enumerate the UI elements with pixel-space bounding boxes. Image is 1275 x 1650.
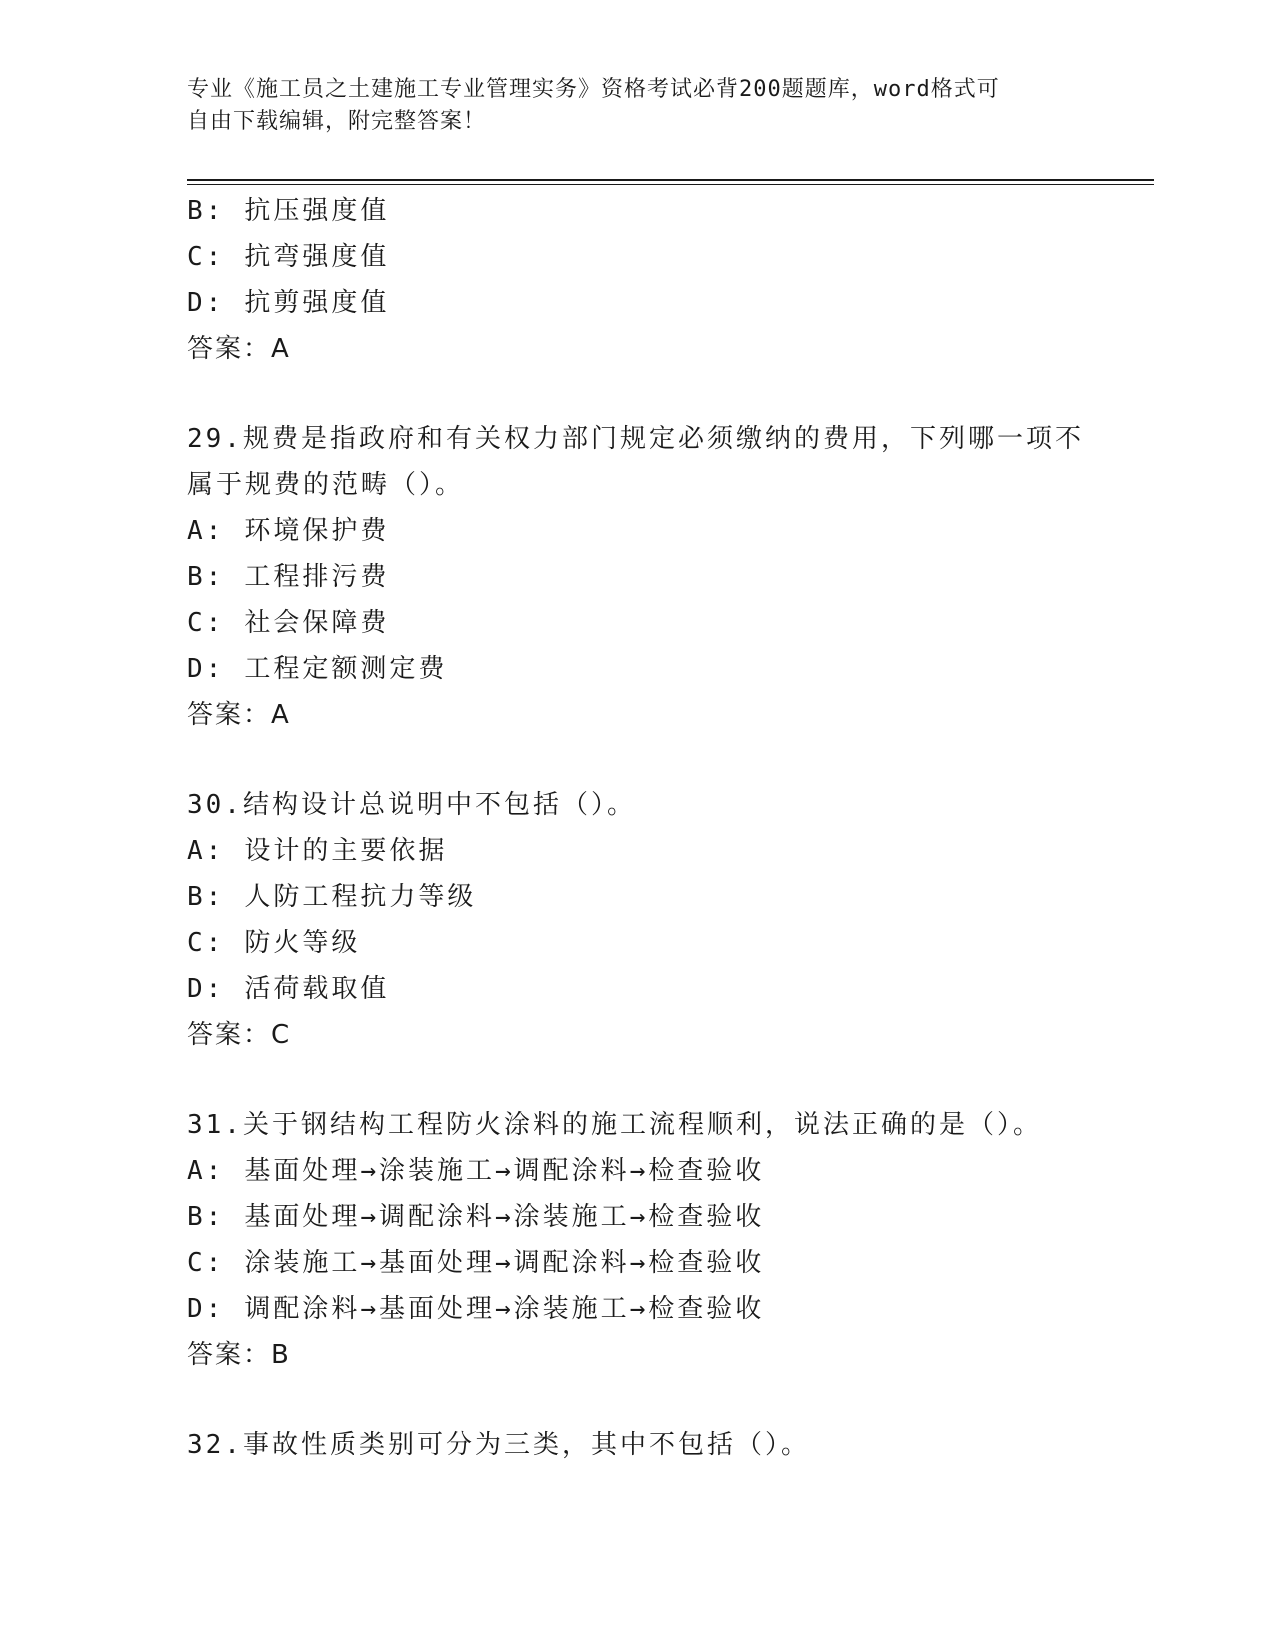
header-divider-thin [187,184,1154,185]
option-key: B: [187,562,225,592]
question-29 [187,416,1087,738]
option-c [187,1240,1087,1286]
option-text: 抗压强度值 [244,196,390,226]
question-30 [187,782,1087,1058]
option-key: A: [187,836,225,866]
answer-line: 答案：B [187,1340,291,1370]
option-a [187,828,1087,874]
option-key: D: [187,288,225,318]
option-text: 抗弯强度值 [244,242,390,272]
question-31 [187,1102,1087,1378]
question-stem-line: 30.结构设计总说明中不包括（）。 [187,790,636,820]
question-stem-line: 29.规费是指政府和有关权力部门规定必须缴纳的费用，下列哪一项不 [187,424,1084,454]
option-b [187,554,1087,600]
option-key: B: [187,1202,225,1232]
option-text: 活荷载取值 [244,974,390,1004]
question-stem-line: 32.事故性质类别可分为三类，其中不包括（）。 [187,1430,810,1460]
option-text: 基面处理→涂装施工→调配涂料→检查验收 [244,1156,765,1186]
option-text: 调配涂料→基面处理→涂装施工→检查验收 [244,1294,765,1324]
option-key: D: [187,654,225,684]
option-a [187,508,1087,554]
question-28-continued [187,188,1087,372]
option-text: 人防工程抗力等级 [244,882,477,912]
option-key: C: [187,608,225,638]
header-divider-thick [187,179,1154,181]
option-b [187,874,1087,920]
option-key: D: [187,1294,225,1324]
option-key: B: [187,196,225,226]
question-stem-line: 属于规费的范畴（）。 [187,470,465,500]
option-b [187,188,1087,234]
answer-line: 答案：A [187,700,291,730]
option-text: 环境保护费 [244,516,390,546]
option-text: 社会保障费 [244,608,390,638]
option-key: B: [187,882,225,912]
option-a [187,1148,1087,1194]
answer-line: 答案：A [187,334,291,364]
answer-line: 答案：C [187,1020,292,1050]
option-text: 工程定额测定费 [244,654,448,684]
option-text: 设计的主要依据 [244,836,448,866]
option-b [187,1194,1087,1240]
option-d [187,646,1087,692]
option-text: 工程排污费 [244,562,390,592]
option-c [187,920,1087,966]
option-c [187,600,1087,646]
header-line-2: 自由下载编辑，附完整答案！ [187,109,487,134]
header-line-1: 专业《施工员之土建施工专业管理实务》资格考试必背200题题库，word格式可 [187,77,1000,102]
option-key: D: [187,974,225,1004]
option-d [187,966,1087,1012]
option-text: 防火等级 [244,928,361,958]
option-text: 抗剪强度值 [244,288,390,318]
option-key: A: [187,516,225,546]
question-list [187,188,1087,1468]
option-text: 基面处理→调配涂料→涂装施工→检查验收 [244,1202,765,1232]
option-key: A: [187,1156,225,1186]
option-key: C: [187,1248,225,1278]
option-key: C: [187,928,225,958]
option-c [187,234,1087,280]
document-header [187,74,1067,138]
question-32 [187,1422,1087,1468]
option-text: 涂装施工→基面处理→调配涂料→检查验收 [244,1248,765,1278]
option-d [187,280,1087,326]
question-stem-line: 31.关于钢结构工程防火涂料的施工流程顺利，说法正确的是（）。 [187,1110,1042,1140]
option-d [187,1286,1087,1332]
option-key: C: [187,242,225,272]
